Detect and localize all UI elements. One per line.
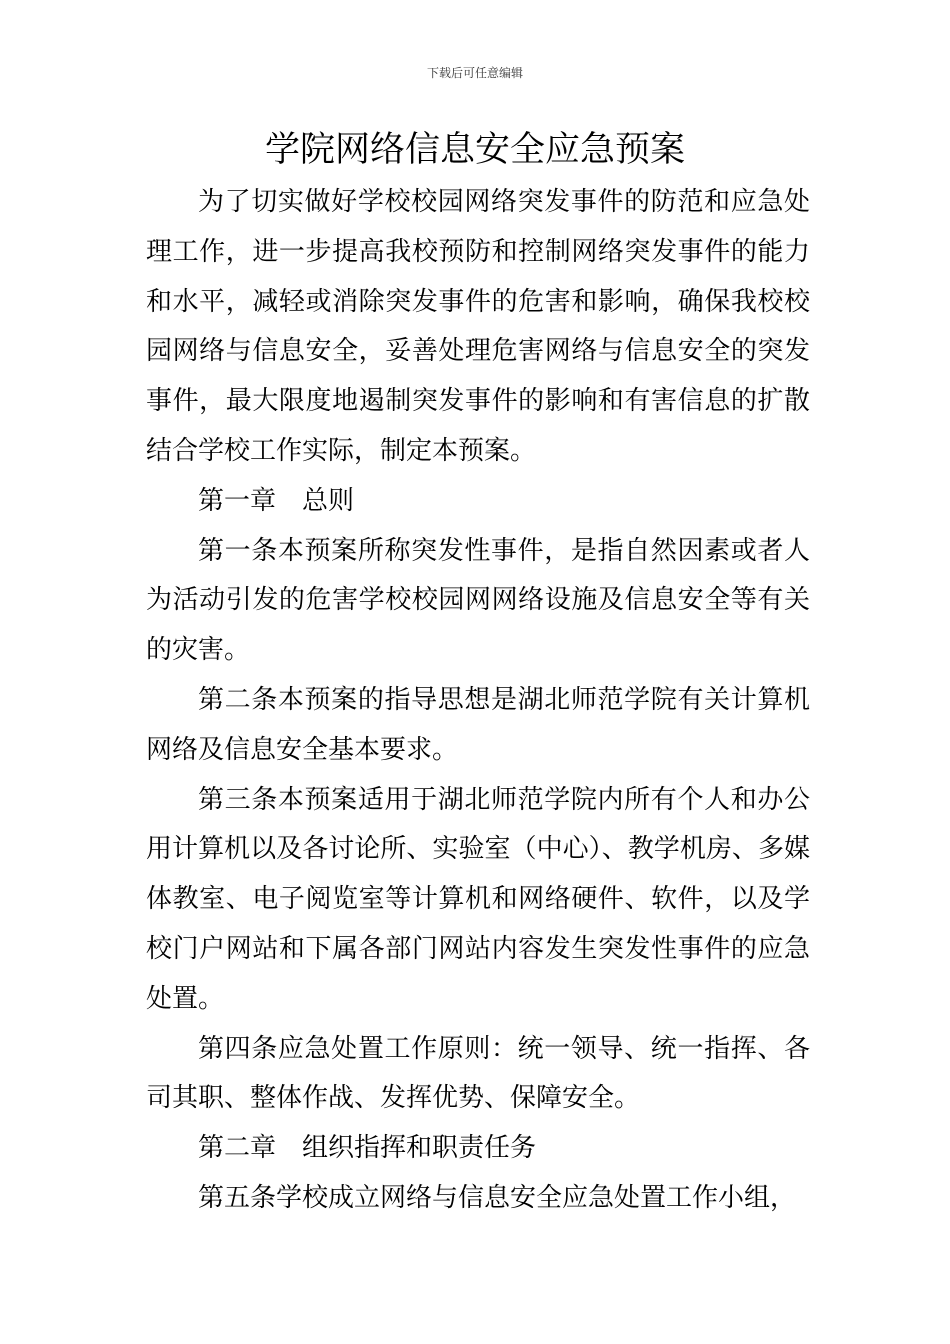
paragraph-article-1: 第一条本预案所称突发性事件，是指自然因素或者人为活动引发的危害学校校园网网络设施及信息安全等有关的灾害。 xyxy=(146,535,810,666)
paragraph-article-3: 第三条本预案适用于湖北师范学院内所有个人和办公用计算机以及各讨论所、实验室（中心）、教学机房、多媒体教室、电子阅览室等计算机和网络硬件、软件，以及学校门户网站和下属各部门网站内容发生突发性事件的应急处置。 xyxy=(146,784,810,1014)
paragraph-article-5: 第五条学校成立网络与信息安全应急处置工作小组， xyxy=(198,1182,797,1213)
paragraph-article-2: 第二条本预案的指导思想是湖北师范学院有关计算机网络及信息安全基本要求。 xyxy=(146,684,810,765)
header-note: 下载后可任意编辑 xyxy=(426,66,523,80)
paragraph-article-4: 第四条应急处置工作原则：统一领导、统一指挥、各司其职、整体作战、发挥优势、保障安全。 xyxy=(146,1033,810,1114)
chapter-heading-1: 第一章 总则 xyxy=(198,485,355,516)
document-body xyxy=(146,178,810,1224)
paragraph-intro: 为了切实做好学校校园网络突发事件的防范和应急处理工作，进一步提高我校预防和控制网络突发事件的能力和水平，减轻或消除突发事件的危害和影响，确保我校校园网络与信息安全，妥善处理危害网络与信息安全的突发事件，最大限度地遏制突发事件的影响和有害信息的扩散结合学校工作实际，制定本预案。 xyxy=(146,187,810,466)
chapter-heading-2: 第二章 组织指挥和职责任务 xyxy=(198,1133,537,1164)
document-title: 学院网络信息安全应急预案 xyxy=(264,130,685,170)
